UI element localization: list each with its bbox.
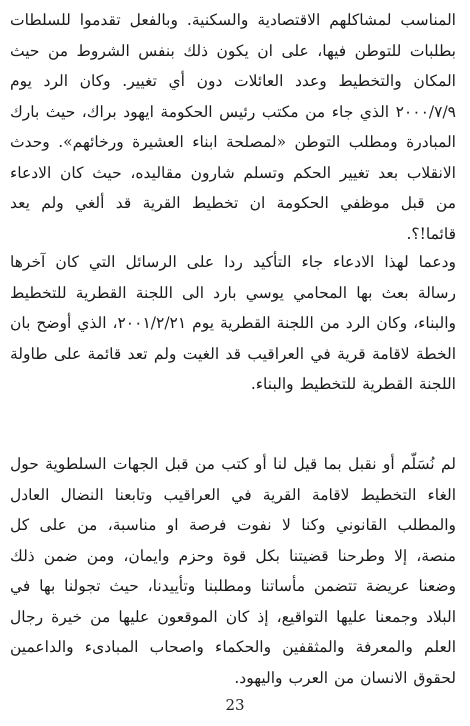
paragraph-2: ودعما لهذا الادعاء جاء التأكيد ردا على الرسائل التي كان آخرها رسالة بعث بها المحامي يوسي بارد الى اللجنة القطرية للتخطيط والبناء، وكان الرد من اللجنة القطرية يوم ٢٠٠١/٢/٢١، الذي أوضح بان الخطة لاقامة قرية في العراقيب قد الغيت ولم تعد قائمة على طاولة اللجنة القطرية للتخطيط والبناء. xyxy=(10,253,456,393)
paragraph-1: المناسب لمشاكلهم الاقتصادية والسكنية. وبالفعل تقدموا للسلطات بطلبات للتوطن فيها، على ان يكون ذلك بنفس الشروط من حيث المكان والتخطيط وعدد العائلات دون أي تغيير. وكان الرد يوم ٢٠٠٠/٧/٩ الذي جاء من مكتب رئيس الحكومة ايهود براك، حيث بارك المبادرة ومطلب التوطن «لمصلحة ابناء العشيرة ورخائهم». وحدث الانقلاب بعد تغيير الحكم وتسلم شارون مقاليده، حيث كان الادعاء من قبل موظفي الحكومة ان تخطيط القرية قد ألغي ولم يعد قائما!؟. xyxy=(10,11,456,243)
page-number: 23 xyxy=(225,696,245,714)
paragraph-3: لم نُسَلّم أو نقبل بما قيل لنا أو كتب من قبل الجهات السلطوية حول الغاء التخطيط لاقامة القرية في العراقيب وتابعنا النضال العادل والمطلب القانوني وكنا لا نفوت فرصة او مناسبة، من على كل منصة، إلا وطرحنا قضيتنا بكل قوة وحزم وايمان، ومن ضمن ذلك وضعنا عريضة تتضمن مأساتنا ومطلبنا وتأييدنا، حيث تجولنا بها في البلاد وجمعنا عليها التواقيع، إذ كان الموقعون عليها من خيرة رجال العلم والمعرفة والمثقفين والحكماء واصحاب المبادىء والداعمين لحقوق الانسان من العرب واليهود. xyxy=(10,455,456,687)
